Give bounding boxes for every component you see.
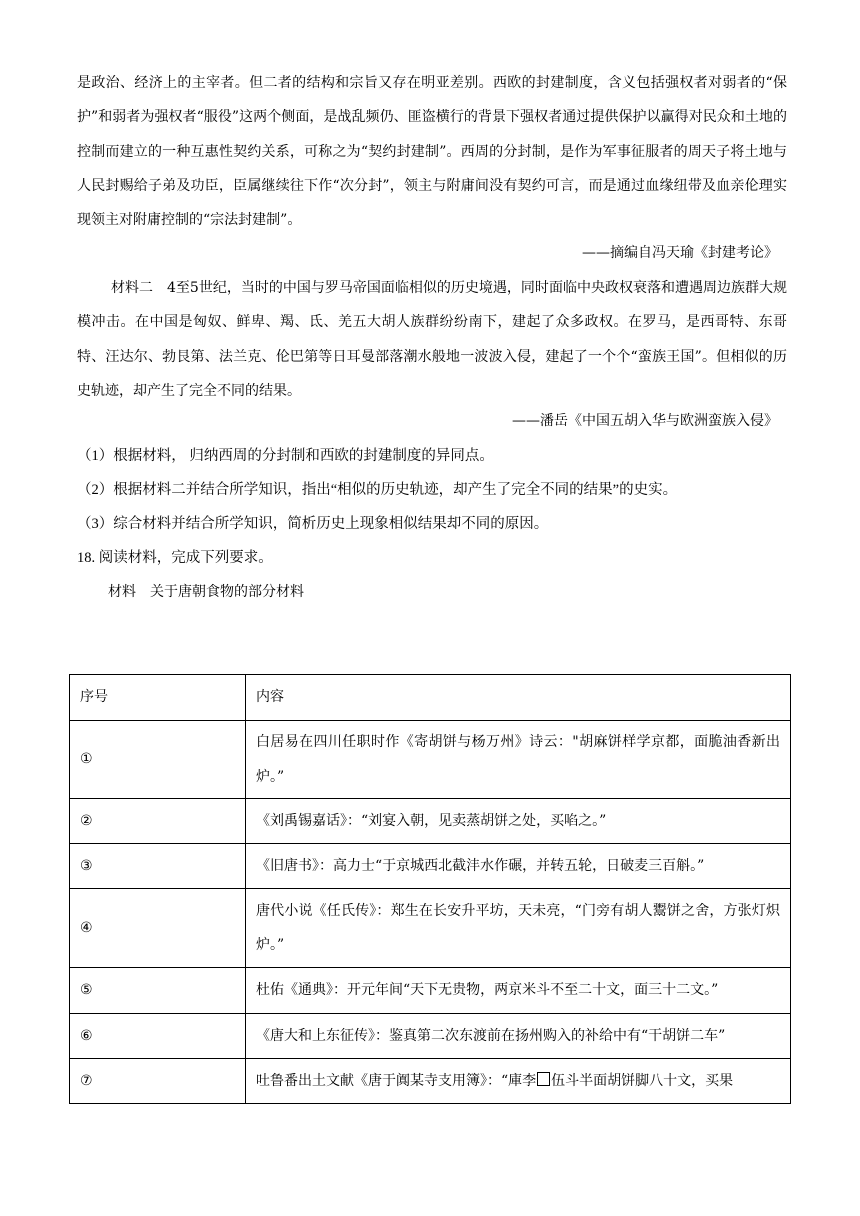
row-content: 《刘禹锡嘉话》：“刘宴入朝，见卖蒸胡饼之处，买啗之。” xyxy=(246,799,791,844)
row-number: ⑥ xyxy=(70,1014,246,1059)
source-citation-2: ——潘岳《中国五胡入华与欧洲蛮族入侵》 xyxy=(512,413,778,429)
row-content-before: 吐鲁番出土文献《唐于阗某寺支用簿》：“庫李 xyxy=(256,1072,537,1089)
header-content: 内容 xyxy=(246,675,791,721)
question-1: （1）根据材料， 归纳西周的分封制和西欧的封建制度的异同点。 xyxy=(77,448,494,464)
row-content: 《旧唐书》：高力士“于京城西北截沣水作碾，并转五轮，日破麦三百斛。” xyxy=(246,844,791,889)
question-18-heading: 18. 阅读材料，完成下列要求。 xyxy=(77,550,273,566)
table-row xyxy=(70,1059,791,1104)
row-number: ⑤ xyxy=(70,968,246,1014)
row-content-after: 伍斗半面胡饼脚八十文，买果 xyxy=(551,1072,734,1089)
table-row xyxy=(70,968,791,1014)
missing-character-box xyxy=(537,1072,550,1086)
material-one-paragraph: 是政治、经济上的主宰者。但二者的结构和宗旨又存在明亚差别。西欧的封建制度，含义包括强权者对弱者的“保护”和弱者为强权者“服役”这两个侧面，是战乱频仍、匪盗横行的背景下强权者通过提供保护以赢得对民众和土地的控制而建立的一种互惠性契约关系，可称之为“契约封建制”。西周的分封制，是作为军事征服者的周天子将土地与人民封赐给子弟及功臣，臣属继续往下作“次分封”，领主与附庸间没有契约可言，而是通过血缘纽带及血亲伦理实现领主对附庸控制的“宗法封建制”。 xyxy=(77,75,787,229)
table-row xyxy=(70,1014,791,1059)
question-3: （3）综合材料并结合所学知识，简析历史上现象相似结果却不同的原因。 xyxy=(77,516,549,532)
row-content: 唐代小说《任氏传》：郑生在长安升平坊，天未亮，“门旁有胡人鬻饼之舍，方张灯炽炉。” xyxy=(246,889,791,968)
table-row xyxy=(70,721,791,799)
row-number: ① xyxy=(70,721,246,799)
row-content xyxy=(246,1059,791,1104)
row-number: ⑦ xyxy=(70,1059,246,1104)
row-content: 白居易在四川任职时作《寄胡饼与杨万州》诗云："胡麻饼样学京都，面脆油香新出炉。” xyxy=(246,721,791,799)
table-header-row xyxy=(70,675,791,721)
source-citation-1: ——摘编自冯天瑜《封建考论》 xyxy=(582,245,778,261)
table-row xyxy=(70,844,791,889)
header-number: 序号 xyxy=(70,675,246,721)
table-row xyxy=(70,799,791,844)
table-row xyxy=(70,889,791,968)
tang-food-table xyxy=(69,674,791,1104)
material-title: 材料 关于唐朝食物的部分材料 xyxy=(108,584,304,600)
row-number: ② xyxy=(70,799,246,844)
row-content: 杜佑《通典》：开元年间“天下无贵物，两京米斗不至二十文，面三十二文。” xyxy=(246,968,791,1014)
row-number: ③ xyxy=(70,844,246,889)
row-content: 《唐大和上东征传》：鉴真第二次东渡前在扬州购入的补给中有“干胡饼二车” xyxy=(246,1014,791,1059)
question-2: （2）根据材料二并结合所学知识，指出“相似的历史轨迹，却产生了完全不同的结果”的史实。 xyxy=(77,482,678,498)
material-two-paragraph: 材料二 4至5世纪，当时的中国与罗马帝国面临相似的历史境遇，同时面临中央政权衰落和遭遇周边族群大规模冲击。在中国是匈奴、鲜卑、羯、氐、羌五大胡人族群纷纷南下，建起了众多政权。在罗马，是西哥特、东哥特、汪达尔、勃艮第、法兰克、伦巴第等日耳曼部落潮水般地一波波入侵，建起了一个个“蛮族王国”。但相似的历史轨迹，却产生了完全不同的结果。 xyxy=(77,280,787,399)
row-number: ④ xyxy=(70,889,246,968)
